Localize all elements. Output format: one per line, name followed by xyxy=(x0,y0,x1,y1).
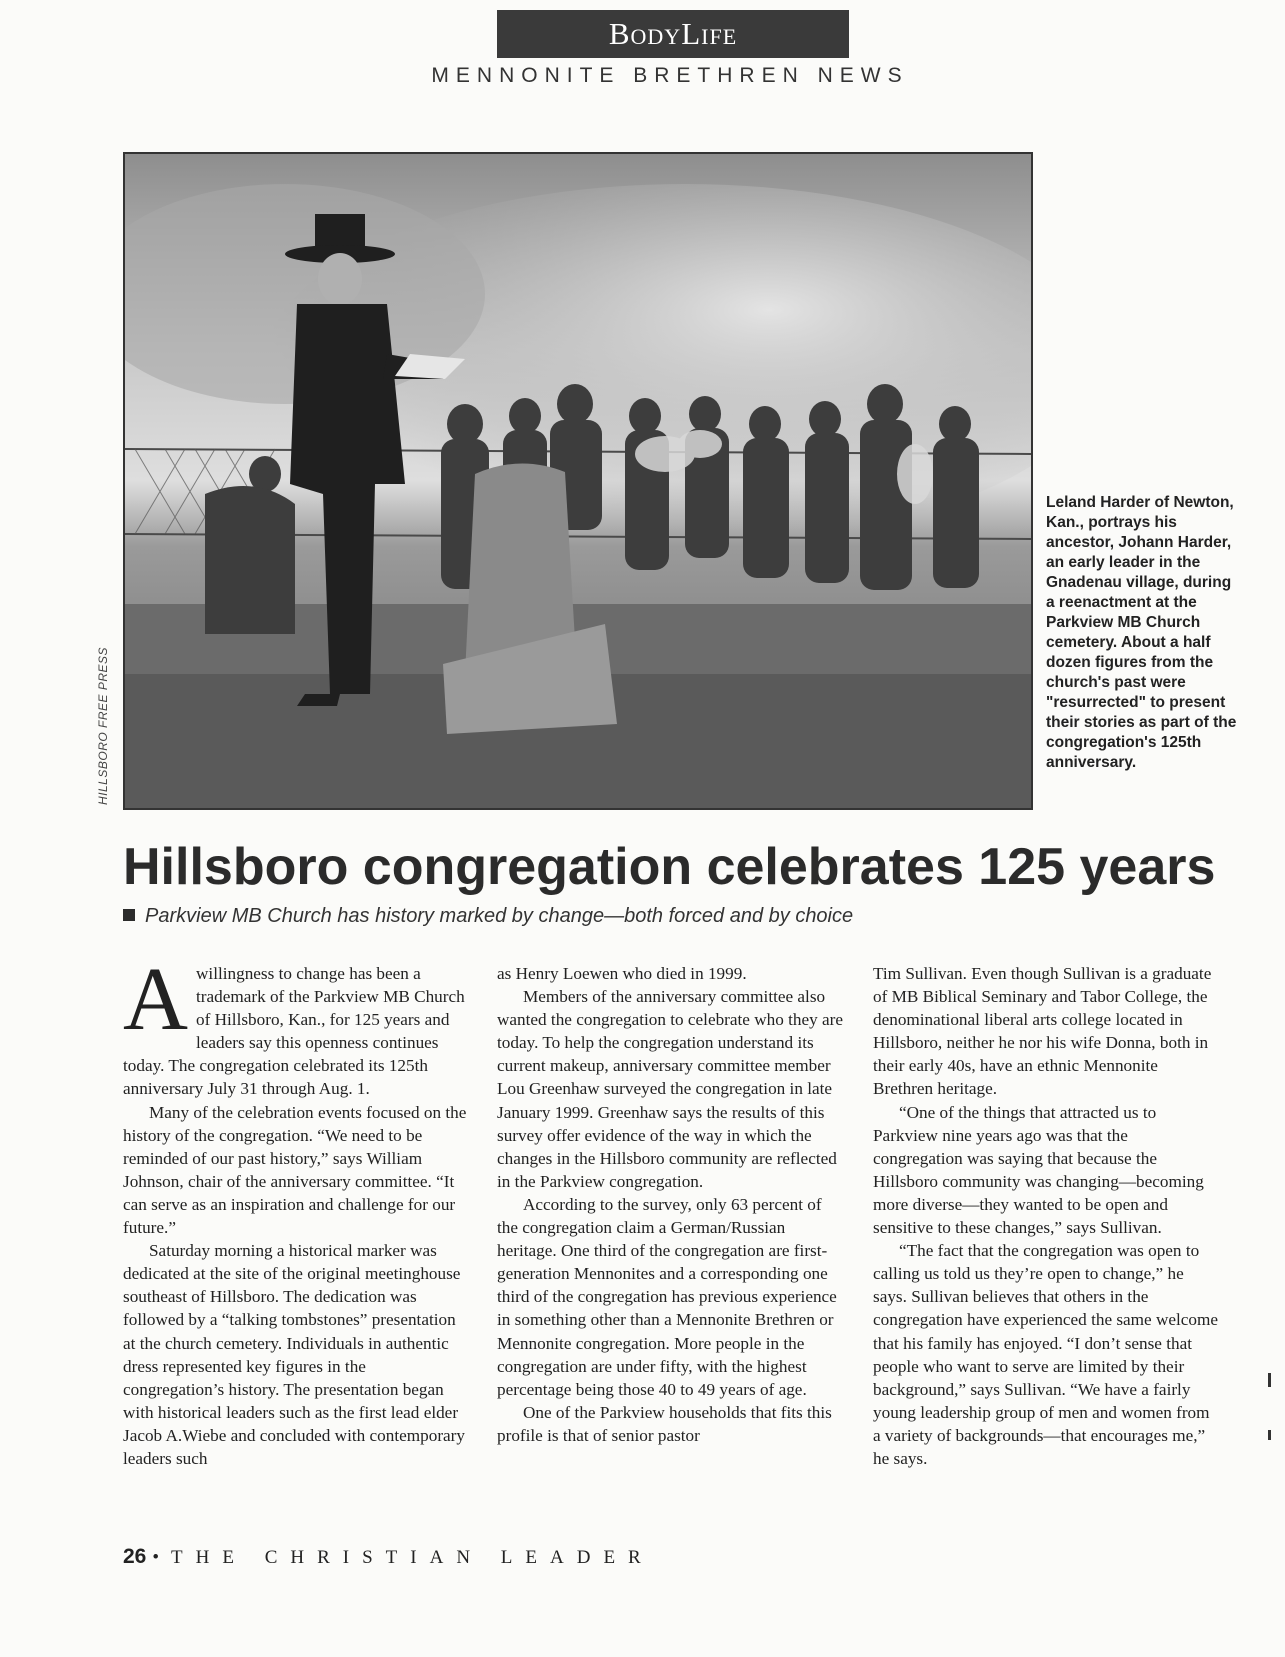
article-deck xyxy=(123,902,1223,930)
section-title: BodyLife xyxy=(608,16,738,51)
article-column-3 xyxy=(873,962,1219,1470)
paragraph: willingness to change has been a trademark of the Parkview MB Church of Hillsboro, Kan., for 125 years and leaders say this openness continues today. The congregation celebrated its 125th anniversary July 31 through Aug. 1. xyxy=(123,964,465,1099)
paragraph: “The fact that the congregation was open to calling us told us they’re open to change,” he says. Sullivan believes that others in the congregation have experienced the same welcome that his family has enjoyed. “I don’t sense that people who want to serve are limited by their background,” says Sullivan. “We have a fairly young leadership group of men and women from a variety of backgrounds—that encourages me,” he says. xyxy=(873,1241,1219,1468)
article-photo xyxy=(123,152,1033,810)
paragraph: Tim Sullivan. Even though Sullivan is a graduate of MB Biblical Seminary and Tabor College, the denominational liberal arts college located in Hillsboro, neither he nor his wife Donna, both in their early 40s, have an ethnic Mennonite Brethren heritage. xyxy=(873,964,1212,1099)
bullet-square-icon xyxy=(123,909,135,921)
paragraph: Members of the anniversary committee also wanted the congregation to celebrate who they are today. To help the congregation understand its current makeup, anniversary committee member Lou Greenhaw surveyed the congregation in late January 1999. Greenhaw says the results of this survey offer evidence of the way in which the changes in the Hillsboro community are reflected in the Parkview congregation. xyxy=(497,987,843,1191)
footer-bullet: • xyxy=(152,1547,160,1568)
paragraph: One of the Parkview households that fits this profile is that of senior pastor xyxy=(497,1402,832,1445)
article-headline: Hillsboro congregation celebrates 125 years xyxy=(123,838,1216,896)
margin-mark xyxy=(1268,1373,1271,1387)
page-number: 26 xyxy=(123,1545,147,1568)
section-subtitle: MENNONITE BRETHREN NEWS xyxy=(431,64,909,87)
publication-name: THE CHRISTIAN LEADER xyxy=(171,1547,654,1568)
paragraph: Many of the celebration events focused on the history of the congregation. “We need to be reminded of our past history,” says William Johnson, chair of the anniversary committee. “It can serve as an inspiration and challenge for our future.” xyxy=(123,1102,467,1238)
photo-credit: HILLSBORO FREE PRESS xyxy=(96,646,110,805)
paragraph: According to the survey, only 63 percent of the congregation claim a German/Russian heritage. One third of the congregation are first-generation Mennonites and a corresponding one third of the congregation has previous experience in something other than a Mennonite Brethren or Mennonite congregation. More people in the congregation are under fifty, with the highest percentage being those 40 to 49 years of age. xyxy=(497,1194,837,1399)
section-masthead xyxy=(497,10,849,58)
paragraph: as Henry Loewen who died in 1999. xyxy=(497,964,747,983)
paragraph: “One of the things that attracted us to Parkview nine years ago was that the congregation was saying that because the Hillsboro community was changing—becoming more diverse—they wanted to be open and sensitive to these changes,” says Sullivan. xyxy=(873,1102,1204,1238)
article-column-2 xyxy=(497,962,843,1447)
paragraph: Saturday morning a historical marker was dedicated at the site of the original meetinghouse southeast of Hillsboro. The dedication was followed by a “talking tombstones” presentation at the church cemetery. Individuals in authentic dress represented key figures in the congregation’s history. The presentation began with historical leaders such as the first lead elder Jacob A.Wiebe and concluded with contemporary leaders such xyxy=(123,1241,465,1468)
margin-mark xyxy=(1268,1430,1271,1440)
article-column-1 xyxy=(123,950,469,1470)
page-footer xyxy=(123,1545,654,1569)
photo-caption: Leland Harder of Newton, Kan., portrays his ancestor, Johann Harder, an early leader in the Gnadenau village, during a reenactment at the Parkview MB Church cemetery. About a half dozen figures from the church's past were "resurrected" to present their stories as part of the congregation's 125th anniversary. xyxy=(1046,494,1237,771)
deck-text: Parkview MB Church has history marked by change—both forced and by choice xyxy=(145,905,854,927)
cemetery-reenactment-photo xyxy=(125,154,1031,808)
drop-cap: A xyxy=(123,950,188,1049)
